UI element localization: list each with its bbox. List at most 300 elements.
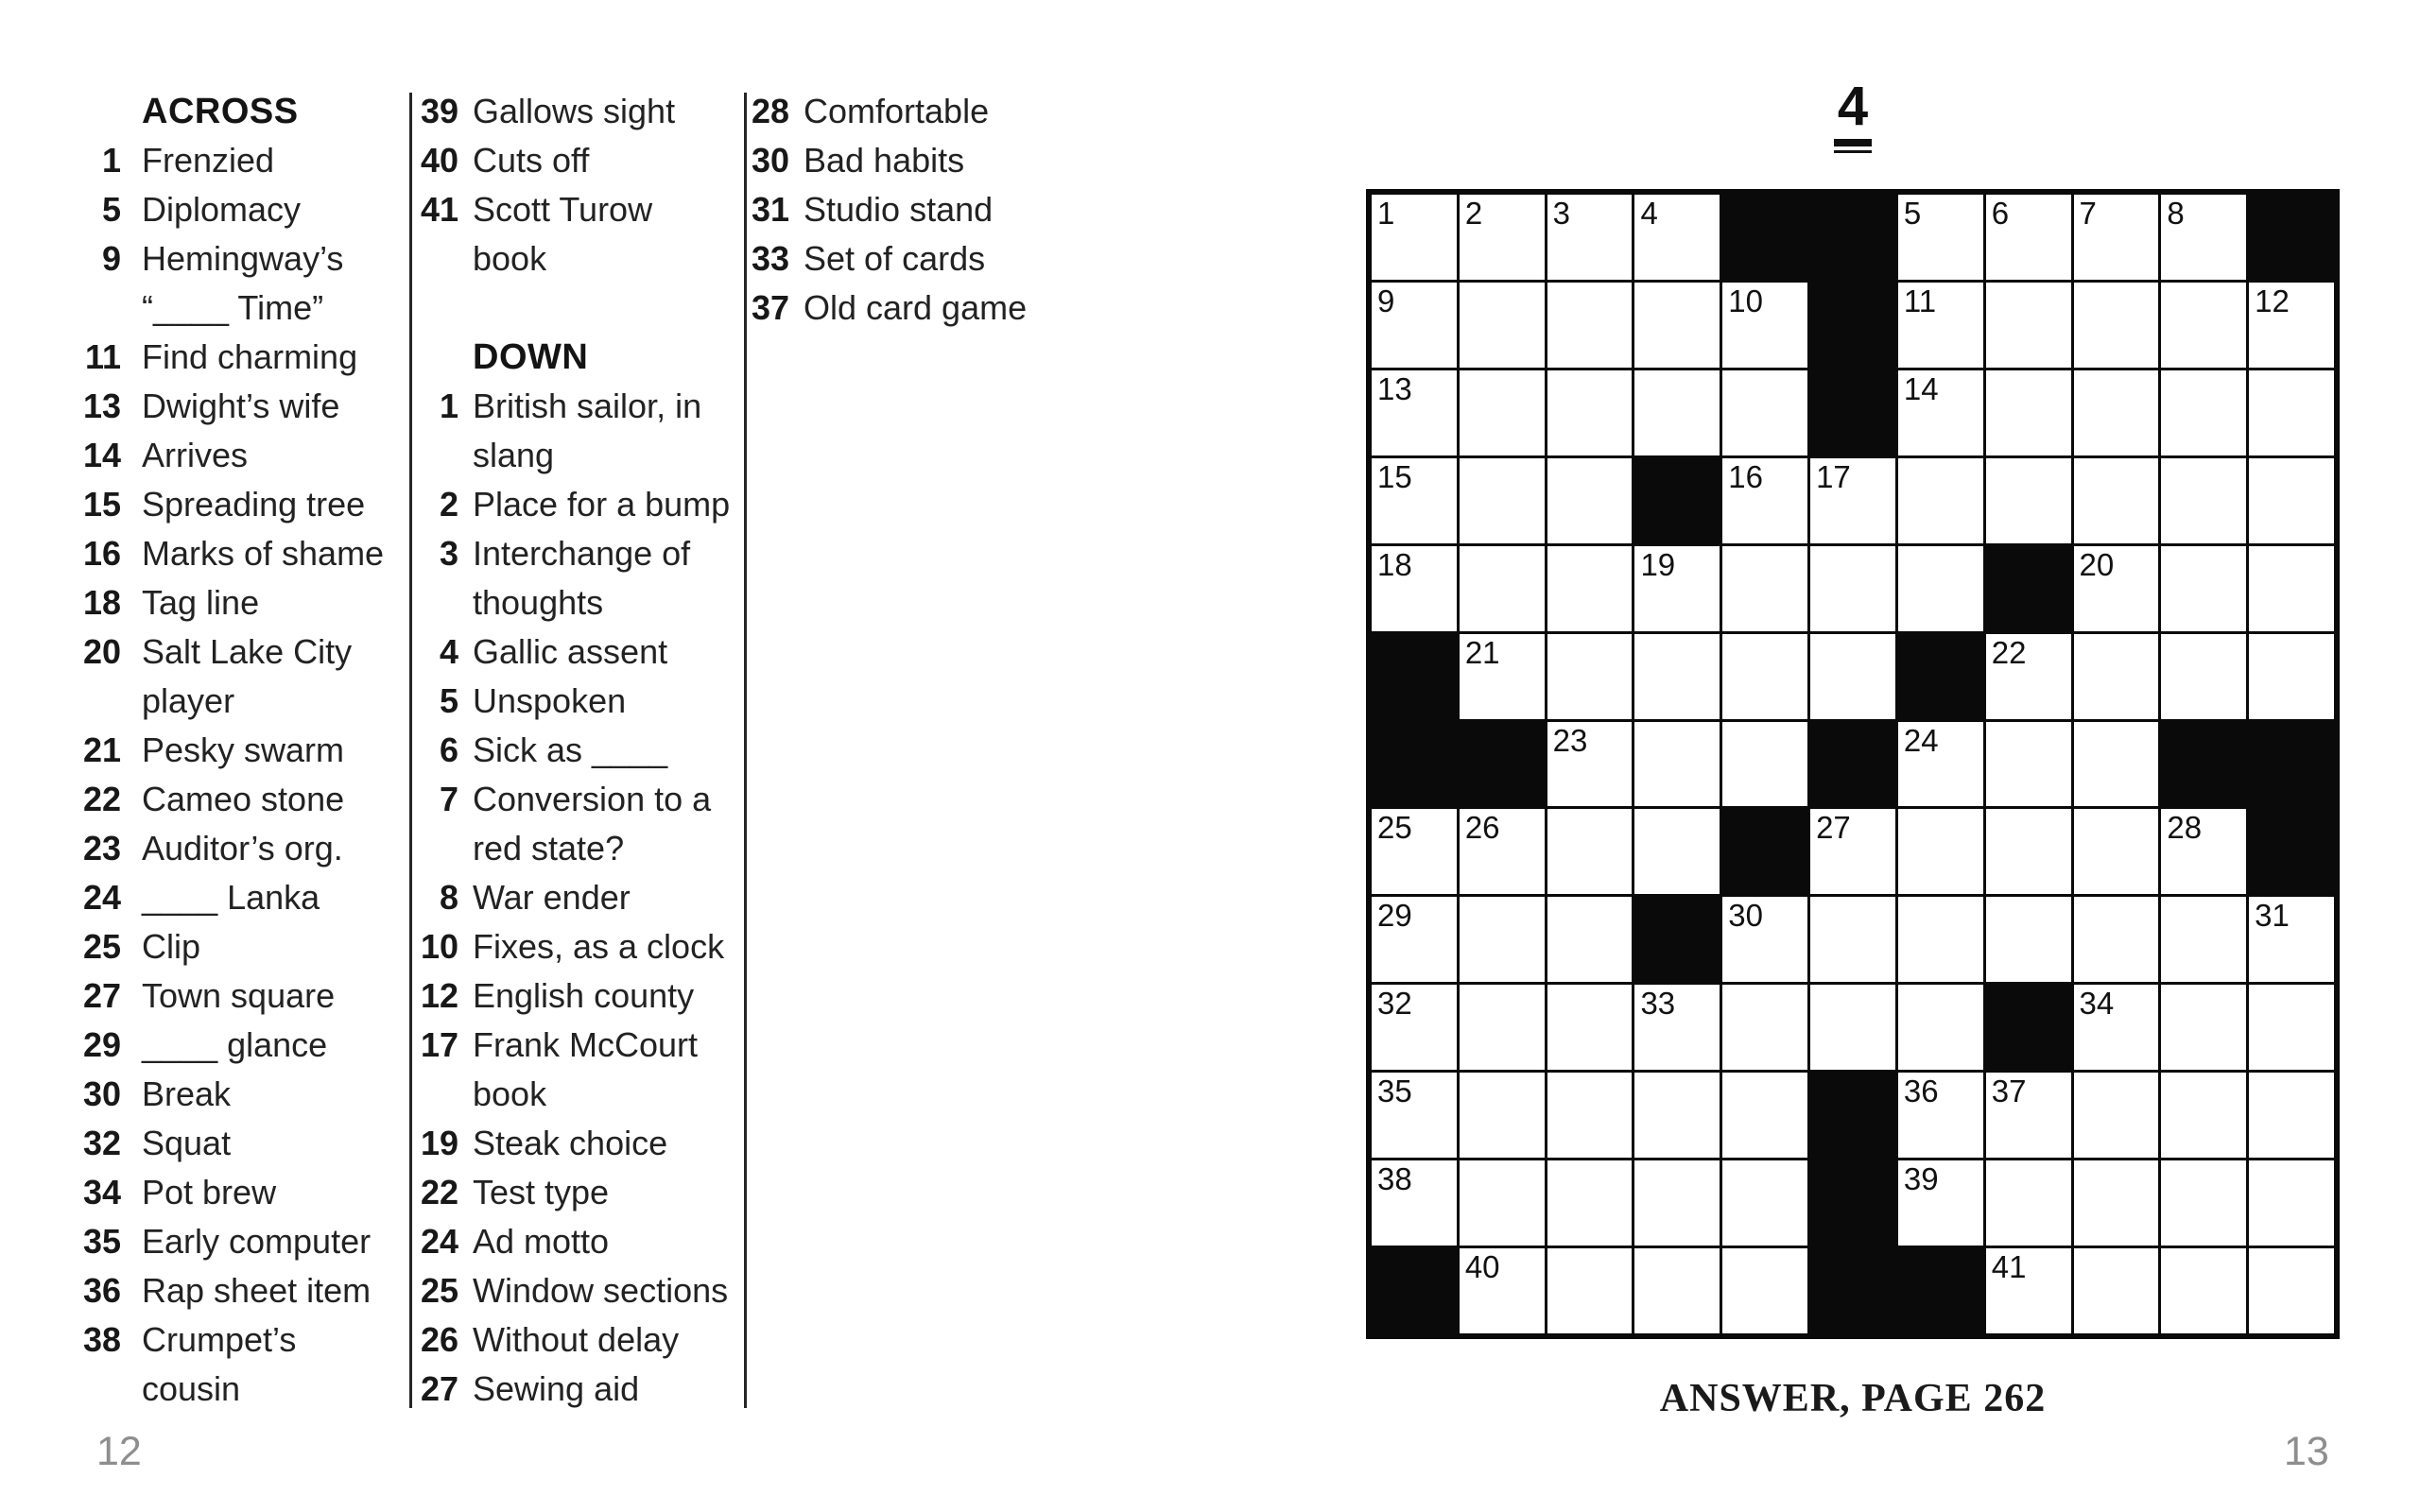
grid-cell bbox=[2249, 985, 2334, 1070]
grid-cell bbox=[1460, 809, 1545, 894]
cell-number: 25 bbox=[1377, 810, 1412, 846]
cell-number: 33 bbox=[1640, 986, 1676, 1022]
cell-number: 31 bbox=[2255, 898, 2290, 934]
grid-cell bbox=[1547, 722, 1633, 807]
clue-text: player bbox=[142, 681, 235, 720]
clue-text: Rap sheet item bbox=[142, 1271, 372, 1310]
clue-number: 1 bbox=[101, 141, 121, 180]
clue-text: Unspoken bbox=[473, 681, 627, 720]
grid-cell bbox=[1372, 283, 1457, 368]
grid-cell bbox=[2074, 897, 2159, 982]
grid-cell bbox=[1547, 1160, 1633, 1246]
grid-cell bbox=[1722, 1160, 1807, 1246]
clue-text: Find charming bbox=[142, 337, 358, 376]
grid-cell-black bbox=[1810, 283, 1895, 368]
grid-cell bbox=[1547, 634, 1633, 719]
grid-cell bbox=[2074, 1073, 2159, 1158]
clue-row bbox=[55, 284, 384, 333]
clue-number bbox=[55, 677, 121, 726]
cell-number: 32 bbox=[1377, 986, 1412, 1022]
cell-number: 23 bbox=[1552, 722, 1588, 758]
grid-cell bbox=[2074, 283, 2159, 368]
clue-row bbox=[397, 1070, 730, 1119]
clue-row bbox=[55, 136, 384, 185]
clue-row bbox=[397, 529, 730, 578]
clue-number: 17 bbox=[420, 1025, 458, 1064]
clue-row bbox=[55, 1315, 384, 1365]
grid-cell bbox=[1986, 722, 2071, 807]
grid-cell bbox=[1547, 458, 1633, 543]
grid-cell bbox=[1634, 722, 1720, 807]
clue-row bbox=[397, 87, 730, 136]
cell-number: 39 bbox=[1903, 1161, 1939, 1197]
clue-number: 14 bbox=[82, 436, 121, 474]
grid-cell bbox=[1372, 195, 1457, 280]
clue-text: Auditor’s org. bbox=[142, 829, 343, 868]
clue-text: thoughts bbox=[473, 583, 604, 622]
cell-number: 38 bbox=[1377, 1161, 1412, 1197]
cell-number: 15 bbox=[1377, 458, 1412, 494]
clue-number: 27 bbox=[82, 976, 121, 1015]
clue-row bbox=[55, 333, 384, 382]
grid-cell-black bbox=[1722, 195, 1807, 280]
clues-section-header: ACROSS bbox=[142, 92, 299, 131]
grid-cell bbox=[1372, 458, 1457, 543]
clue-number bbox=[397, 431, 458, 480]
clue-number: 26 bbox=[420, 1320, 458, 1359]
grid-cell bbox=[1898, 546, 1983, 631]
clue-text: ____ glance bbox=[142, 1025, 328, 1064]
clue-text: Cameo stone bbox=[142, 780, 345, 818]
grid-cell bbox=[1898, 1073, 1983, 1158]
clue-row bbox=[397, 677, 730, 726]
grid-cell bbox=[1634, 283, 1720, 368]
cell-number: 34 bbox=[2079, 986, 2115, 1022]
clue-number: 11 bbox=[84, 337, 121, 376]
clue-text: Hemingway’s bbox=[142, 239, 344, 278]
grid-cell-black bbox=[2161, 722, 2246, 807]
grid-cell bbox=[1547, 1248, 1633, 1333]
grid-cell bbox=[1898, 1160, 1983, 1246]
grid-cell bbox=[1898, 370, 1983, 455]
clue-text: Ad motto bbox=[473, 1222, 610, 1261]
clue-text: red state? bbox=[473, 829, 625, 868]
cell-number: 1 bbox=[1377, 196, 1395, 231]
clue-number: 29 bbox=[82, 1025, 121, 1064]
clue-row bbox=[55, 382, 384, 431]
clue-text: cousin bbox=[142, 1369, 241, 1408]
clue-number: 5 bbox=[439, 681, 458, 720]
clue-text: Squat bbox=[142, 1124, 232, 1162]
grid-cell bbox=[1547, 897, 1633, 982]
cell-number: 12 bbox=[2255, 283, 2290, 318]
clue-text: “____ Time” bbox=[142, 288, 324, 327]
grid-cell bbox=[1986, 634, 2071, 719]
clue-text: Gallic assent bbox=[473, 632, 668, 671]
clue-row bbox=[397, 1217, 730, 1266]
cell-number: 17 bbox=[1816, 458, 1851, 494]
clue-row bbox=[55, 873, 384, 922]
clue-number: 33 bbox=[751, 239, 789, 278]
clue-number: 16 bbox=[82, 534, 121, 573]
clue-number: 4 bbox=[439, 632, 458, 671]
grid-cell bbox=[1372, 809, 1457, 894]
page-number-right: 13 bbox=[2284, 1429, 2329, 1474]
clue-text: Pot brew bbox=[142, 1173, 277, 1211]
grid-cell bbox=[2249, 546, 2334, 631]
clue-text: Cuts off bbox=[473, 141, 590, 180]
clue-text: Steak choice bbox=[473, 1124, 668, 1162]
clue-text: Frank McCourt bbox=[473, 1025, 699, 1064]
clue-row bbox=[55, 971, 384, 1021]
clue-text: Conversion to a bbox=[473, 780, 712, 818]
grid-cell bbox=[1722, 634, 1807, 719]
grid-cell bbox=[1460, 1248, 1545, 1333]
grid-cell-black bbox=[1810, 195, 1895, 280]
grid-cell bbox=[1634, 370, 1720, 455]
clue-text bbox=[473, 284, 730, 333]
clue-text: Without delay bbox=[473, 1320, 680, 1359]
clue-row bbox=[397, 431, 730, 480]
clue-text: War ender bbox=[473, 878, 631, 917]
clue-number: 9 bbox=[101, 239, 121, 278]
clue-text: Frenzied bbox=[142, 141, 275, 180]
clue-number: 37 bbox=[751, 288, 789, 327]
clue-row bbox=[55, 480, 384, 529]
grid-cell bbox=[1634, 1073, 1720, 1158]
grid-cell-black bbox=[1810, 1160, 1895, 1246]
clue-number: 31 bbox=[751, 190, 789, 229]
grid-cell bbox=[1547, 283, 1633, 368]
cell-number: 37 bbox=[1991, 1074, 2027, 1109]
grid-cell-black bbox=[1986, 985, 2071, 1070]
grid-cell-black bbox=[1810, 722, 1895, 807]
grid-cell bbox=[1986, 1248, 2071, 1333]
grid-cell bbox=[1986, 897, 2071, 982]
clue-row bbox=[397, 1119, 730, 1168]
clue-text: Place for a bump bbox=[473, 485, 731, 524]
grid-cell bbox=[1460, 897, 1545, 982]
grid-cell-black bbox=[2249, 809, 2334, 894]
clue-row bbox=[55, 1070, 384, 1119]
grid-cell bbox=[2249, 634, 2334, 719]
grid-cell bbox=[1986, 195, 2071, 280]
grid-cell bbox=[1460, 1160, 1545, 1246]
clue-number: 30 bbox=[82, 1074, 121, 1113]
clue-row bbox=[397, 1168, 730, 1217]
clue-number: 24 bbox=[420, 1222, 458, 1261]
clues-section-header: DOWN bbox=[473, 337, 589, 377]
grid-cell bbox=[2161, 897, 2246, 982]
clue-text: Gallows sight bbox=[473, 92, 676, 130]
clue-text: Test type bbox=[473, 1173, 610, 1211]
grid-cell bbox=[1460, 458, 1545, 543]
cell-number: 4 bbox=[1640, 196, 1658, 231]
clue-row bbox=[55, 234, 384, 284]
clue-number: 22 bbox=[420, 1173, 458, 1211]
clue-number: 22 bbox=[82, 780, 121, 818]
clue-number: 5 bbox=[101, 190, 121, 229]
grid-cell bbox=[1722, 283, 1807, 368]
grid-cell bbox=[2161, 1248, 2246, 1333]
cell-number: 41 bbox=[1991, 1249, 2027, 1285]
clue-row bbox=[55, 529, 384, 578]
clue-text: Scott Turow bbox=[473, 190, 653, 229]
grid-cell bbox=[1372, 1160, 1457, 1246]
clue-text: Town square bbox=[142, 976, 336, 1015]
grid-cell bbox=[1372, 370, 1457, 455]
clue-text: Sick as ____ bbox=[473, 730, 668, 769]
clue-text: Pesky swarm bbox=[142, 730, 345, 769]
clue-number bbox=[397, 234, 458, 284]
clue-number: 36 bbox=[82, 1271, 121, 1310]
cell-number: 27 bbox=[1816, 810, 1851, 846]
title-underline-thin bbox=[1834, 150, 1872, 153]
grid-cell-black bbox=[1810, 1073, 1895, 1158]
grid-cell bbox=[1547, 546, 1633, 631]
grid-cell bbox=[2249, 458, 2334, 543]
grid-cell-black bbox=[1810, 1248, 1895, 1333]
clue-number: 2 bbox=[439, 485, 458, 524]
clue-number bbox=[397, 333, 458, 382]
grid-cell bbox=[1722, 897, 1807, 982]
grid-cell bbox=[1634, 985, 1720, 1070]
clue-row bbox=[397, 971, 730, 1021]
clue-row bbox=[55, 1119, 384, 1168]
clue-number: 38 bbox=[82, 1320, 121, 1359]
grid-cell bbox=[1898, 458, 1983, 543]
grid-cell bbox=[1810, 809, 1895, 894]
clue-row bbox=[397, 136, 730, 185]
grid-cell bbox=[1634, 1160, 1720, 1246]
cell-number: 24 bbox=[1903, 722, 1939, 758]
clue-text: Spreading tree bbox=[142, 485, 366, 524]
clue-text: book bbox=[473, 239, 547, 278]
cell-number: 6 bbox=[1991, 196, 2010, 231]
grid-cell bbox=[1898, 722, 1983, 807]
grid-cell bbox=[2074, 1160, 2159, 1246]
crossword-grid bbox=[1366, 189, 2340, 1339]
grid-cell bbox=[2074, 458, 2159, 543]
cell-number: 8 bbox=[2167, 196, 2185, 231]
cell-number: 9 bbox=[1377, 283, 1395, 318]
cell-number: 30 bbox=[1728, 898, 1763, 934]
clue-number: 3 bbox=[439, 534, 458, 573]
cell-number: 18 bbox=[1377, 546, 1412, 582]
clue-number: 30 bbox=[751, 141, 789, 180]
cell-number: 10 bbox=[1728, 283, 1763, 318]
title-underline-thick bbox=[1834, 139, 1872, 146]
grid-cell bbox=[2161, 634, 2246, 719]
clue-number: 39 bbox=[420, 92, 458, 130]
clues-section-header-row bbox=[397, 333, 730, 382]
grid-cell bbox=[1460, 370, 1545, 455]
cell-number: 16 bbox=[1728, 458, 1763, 494]
clue-row bbox=[55, 1217, 384, 1266]
cell-number: 20 bbox=[2079, 546, 2115, 582]
grid-cell bbox=[1634, 195, 1720, 280]
grid-cell bbox=[2249, 1160, 2334, 1246]
grid-cell bbox=[2161, 458, 2246, 543]
grid-cell bbox=[2161, 809, 2246, 894]
cell-number: 2 bbox=[1464, 196, 1483, 231]
column-divider-1 bbox=[409, 93, 412, 1408]
clue-number: 20 bbox=[82, 632, 121, 671]
cell-number: 28 bbox=[2167, 810, 2203, 846]
clue-text: Window sections bbox=[473, 1271, 729, 1310]
grid-cell bbox=[1722, 722, 1807, 807]
clue-number bbox=[55, 284, 121, 333]
grid-cell bbox=[2161, 1073, 2246, 1158]
grid-cell bbox=[1372, 546, 1457, 631]
clue-text: British sailor, in bbox=[473, 387, 702, 425]
puzzle-title-block bbox=[1366, 76, 2340, 153]
clue-row bbox=[55, 1168, 384, 1217]
clue-number: 40 bbox=[420, 141, 458, 180]
clue-row bbox=[55, 1365, 384, 1414]
clue-number bbox=[55, 87, 121, 136]
grid-cell-black bbox=[1372, 722, 1457, 807]
clue-column-2 bbox=[397, 87, 730, 1414]
clues-section-header-row bbox=[55, 87, 384, 136]
grid-cell bbox=[1898, 283, 1983, 368]
grid-cell bbox=[1460, 546, 1545, 631]
cell-number: 21 bbox=[1464, 634, 1500, 670]
cell-number: 14 bbox=[1903, 370, 1939, 406]
clue-text: Comfortable bbox=[804, 92, 990, 130]
clue-text: English county bbox=[473, 976, 695, 1015]
grid-cell bbox=[1722, 1073, 1807, 1158]
grid-cell bbox=[1460, 195, 1545, 280]
clue-text: ____ Lanka bbox=[142, 878, 320, 917]
clue-number: 24 bbox=[82, 878, 121, 917]
grid-cell bbox=[2074, 722, 2159, 807]
clue-number: 7 bbox=[439, 780, 458, 818]
grid-cell bbox=[1634, 809, 1720, 894]
grid-cell bbox=[1986, 1073, 2071, 1158]
grid-cell bbox=[1372, 1073, 1457, 1158]
clue-row bbox=[397, 627, 730, 677]
grid-cell bbox=[1986, 370, 2071, 455]
clue-text: Bad habits bbox=[804, 141, 965, 180]
grid-cell-black bbox=[1722, 809, 1807, 894]
cell-number: 11 bbox=[1903, 283, 1937, 318]
clue-text: Arrives bbox=[142, 436, 249, 474]
grid-cell-black bbox=[1898, 1248, 1983, 1333]
clue-row bbox=[397, 234, 730, 284]
grid-cell-black bbox=[1634, 897, 1720, 982]
grid-cell bbox=[2161, 370, 2246, 455]
grid-cell bbox=[1722, 370, 1807, 455]
clue-row bbox=[397, 578, 730, 627]
clue-text: Clip bbox=[142, 927, 201, 966]
clue-row bbox=[55, 627, 384, 677]
grid-cell-black bbox=[2249, 195, 2334, 280]
grid-cell bbox=[2074, 1248, 2159, 1333]
clue-row bbox=[397, 284, 730, 333]
clue-text: Interchange of bbox=[473, 534, 691, 573]
clue-column-1 bbox=[55, 87, 384, 1414]
clue-row bbox=[55, 431, 384, 480]
column-divider-2 bbox=[744, 93, 747, 1408]
cell-number: 40 bbox=[1464, 1249, 1500, 1285]
grid-cell-black bbox=[1986, 546, 2071, 631]
clue-number: 35 bbox=[82, 1222, 121, 1261]
clue-row bbox=[728, 284, 1027, 333]
clue-row bbox=[728, 185, 1027, 234]
clue-number bbox=[397, 1070, 458, 1119]
grid-cell bbox=[1634, 634, 1720, 719]
clue-number: 15 bbox=[82, 485, 121, 524]
clue-row bbox=[397, 480, 730, 529]
clue-number: 6 bbox=[439, 730, 458, 769]
grid-cell bbox=[1372, 985, 1457, 1070]
clue-row bbox=[55, 578, 384, 627]
clue-row bbox=[55, 1021, 384, 1070]
clue-row bbox=[728, 234, 1027, 284]
clue-number: 34 bbox=[82, 1173, 121, 1211]
grid-cell-black bbox=[2249, 722, 2334, 807]
grid-cell bbox=[2074, 546, 2159, 631]
clue-row bbox=[55, 922, 384, 971]
cell-number: 35 bbox=[1377, 1074, 1412, 1109]
clue-number: 1 bbox=[439, 387, 458, 425]
grid-cell-black bbox=[1810, 370, 1895, 455]
clue-number: 32 bbox=[82, 1124, 121, 1162]
clue-number: 21 bbox=[82, 730, 121, 769]
grid-cell bbox=[1898, 809, 1983, 894]
clue-number bbox=[397, 824, 458, 873]
clue-row bbox=[397, 1021, 730, 1070]
clue-text: book bbox=[473, 1074, 547, 1113]
grid-cell bbox=[1810, 458, 1895, 543]
cell-number: 19 bbox=[1640, 546, 1676, 582]
cell-number: 36 bbox=[1903, 1074, 1939, 1109]
grid-cell bbox=[2161, 283, 2246, 368]
clue-row bbox=[55, 726, 384, 775]
clue-row bbox=[55, 1266, 384, 1315]
clue-number bbox=[55, 1365, 121, 1414]
clue-text: Salt Lake City bbox=[142, 632, 353, 671]
grid-cell bbox=[1898, 195, 1983, 280]
clue-number: 25 bbox=[420, 1271, 458, 1310]
grid-cell bbox=[2249, 897, 2334, 982]
clue-row bbox=[55, 824, 384, 873]
grid-cell bbox=[1547, 1073, 1633, 1158]
clue-number: 8 bbox=[439, 878, 458, 917]
grid-cell bbox=[2161, 546, 2246, 631]
grid-cell bbox=[1898, 985, 1983, 1070]
grid-cell-black bbox=[1372, 1248, 1457, 1333]
clue-text: Dwight’s wife bbox=[142, 387, 340, 425]
clue-row bbox=[397, 1266, 730, 1315]
grid-cell bbox=[2074, 809, 2159, 894]
cell-number: 22 bbox=[1991, 634, 2027, 670]
grid-cell bbox=[2161, 195, 2246, 280]
answer-note: ANSWER, PAGE 262 bbox=[1659, 1377, 2047, 1420]
clue-column-3 bbox=[728, 87, 1027, 333]
grid-cell-black bbox=[1634, 458, 1720, 543]
grid-cell bbox=[2074, 985, 2159, 1070]
clue-row bbox=[55, 185, 384, 234]
grid-cell bbox=[1986, 458, 2071, 543]
grid-cell bbox=[1547, 985, 1633, 1070]
grid-cell bbox=[1634, 1248, 1720, 1333]
grid-cell bbox=[1547, 195, 1633, 280]
clue-row bbox=[397, 873, 730, 922]
grid-cell bbox=[1810, 897, 1895, 982]
grid-cell bbox=[1634, 546, 1720, 631]
